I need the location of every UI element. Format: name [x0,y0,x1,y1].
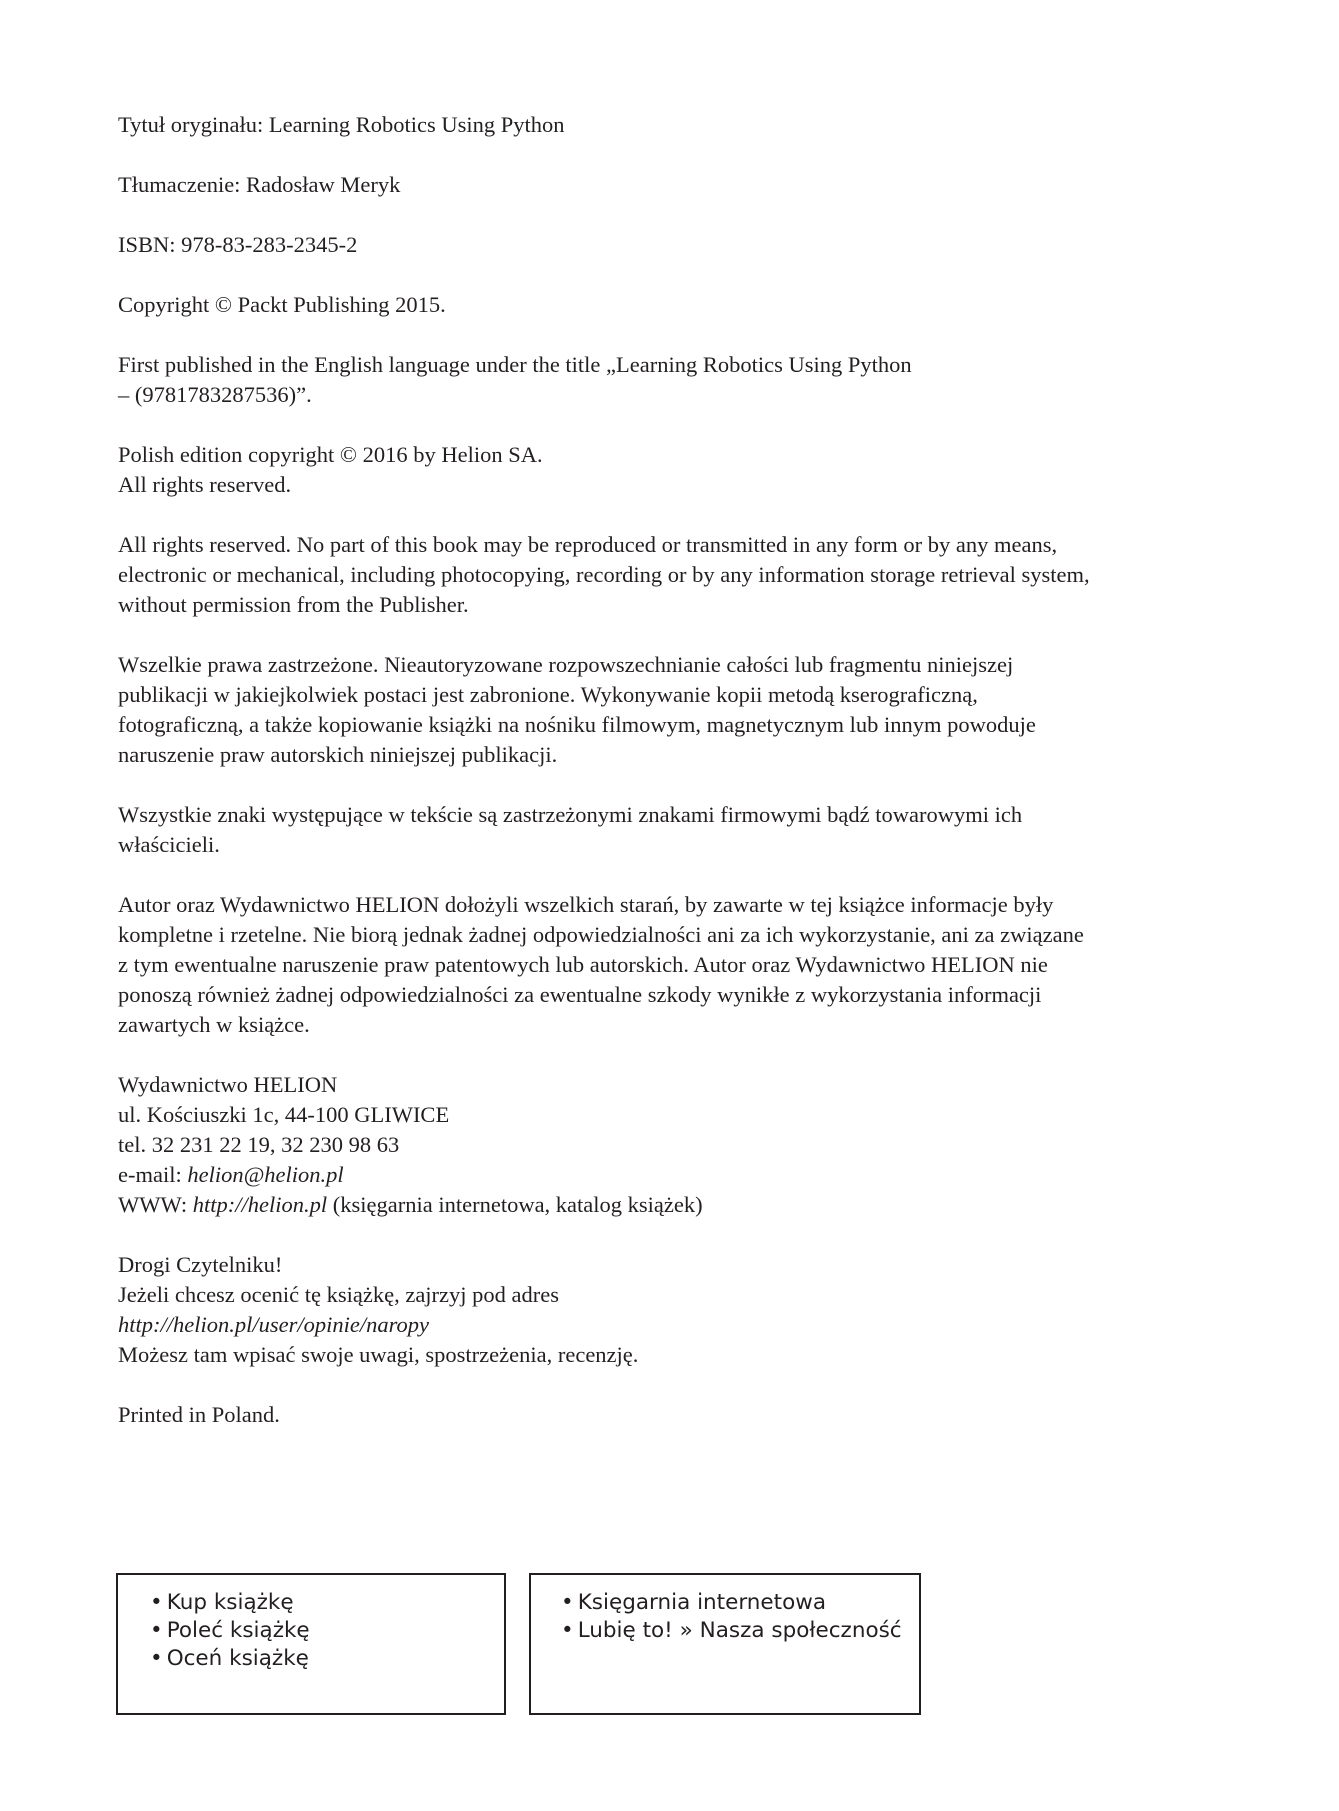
rights-english: All rights reserved. No part of this book may be reproduced or transmitted in any form or by any means, electronic or mechanical, including photocopying, recording or by any information storage retrieval system, without permission from the Publisher. [118,532,1090,617]
rate-link[interactable]: http://helion.pl/user/opinie/naropy [118,1312,430,1337]
email-link[interactable]: helion@helion.pl [187,1162,344,1187]
buy-book-link[interactable]: • Kup książkę [150,1590,294,1615]
www-link[interactable]: http://helion.pl [192,1192,328,1217]
reader-greeting: Drogi Czytelniku! [118,1252,283,1277]
publisher-phone: tel. 32 231 22 19, 32 230 98 63 [118,1132,400,1157]
recommend-book-link[interactable]: • Poleć książkę [150,1618,310,1643]
bullet-icon: • [561,1618,574,1643]
store-links-list [561,1589,919,1645]
publisher-www-line: WWW: http://helion.pl (księgarnia internetowa, katalog książek) [118,1192,703,1217]
rate-prompt: Jeżeli chcesz ocenić tę książkę, zajrzyj pod adres [118,1282,560,1307]
bullet-icon: • [561,1590,574,1615]
publisher-contact [118,1070,1228,1220]
publisher-name: Wydawnictwo HELION [118,1072,338,1097]
polish-edition: Polish edition copyright © 2016 by Helion SA. All rights reserved. [118,442,543,497]
printed-in: Printed in Poland. [118,1402,280,1427]
trademarks-notice: Wszystkie znaki występujące w tekście są zastrzeżonymi znakami firmowymi bądź towarowymi ich właścicieli. [118,802,1023,857]
rate-book-link[interactable]: • Oceń książkę [150,1646,309,1671]
rights-polish: Wszelkie prawa zastrzeżone. Nieautoryzowane rozpowszechnianie całości lub fragmentu niniejszej publikacji w jakiejkolwiek postaci jest zabronione. Wykonywanie kopii metodą kserograficzną, fotograficzną, a także kopiowanie książki na nośniku filmowym, magnetycznym lub innym powoduje naruszenie praw autorskich niniejszej publikacji. [118,652,1036,767]
disclaimer: Autor oraz Wydawnictwo HELION dołożyli wszelkich starań, by zawarte w tej książce informacje były kompletne i rzetelne. Nie biorą jednak żadnej odpowiedzialności ani za ich wykorzystanie, ani za związane z tym ewentualne naruszenie praw patentowych lub autorskich. Autor oraz Wydawnictwo HELION nie ponoszą również żadnej odpowiedzialności za ewentualne szkody wynikłe z wykorzystania informacji zawartych w książce. [118,892,1084,1037]
bullet-icon: • [150,1618,163,1643]
community-link[interactable]: • Lubię to! » Nasza społeczność [561,1618,902,1643]
publisher-email-line: e-mail: helion@helion.pl [118,1162,344,1187]
bullet-icon: • [150,1646,163,1671]
translator: Tłumaczenie: Radosław Meryk [118,172,401,197]
book-actions-box [116,1573,506,1715]
book-actions-list [150,1589,504,1673]
first-published: First published in the English language under the title „Learning Robotics Using Python – (9781783287536)”. [118,352,912,407]
original-title: Tytuł oryginału: Learning Robotics Using Python [118,112,565,137]
rate-note: Możesz tam wpisać swoje uwagi, spostrzeżenia, recenzję. [118,1342,639,1367]
bullet-icon: • [150,1590,163,1615]
copyright: Copyright © Packt Publishing 2015. [118,292,446,317]
publisher-address: ul. Kościuszki 1c, 44-100 GLIWICE [118,1102,450,1127]
isbn: ISBN: 978-83-283-2345-2 [118,232,358,257]
online-bookstore-link[interactable]: • Księgarnia internetowa [561,1590,826,1615]
imprint-page [118,110,1228,1460]
reader-note [118,1250,1228,1370]
store-links-box [529,1573,921,1715]
